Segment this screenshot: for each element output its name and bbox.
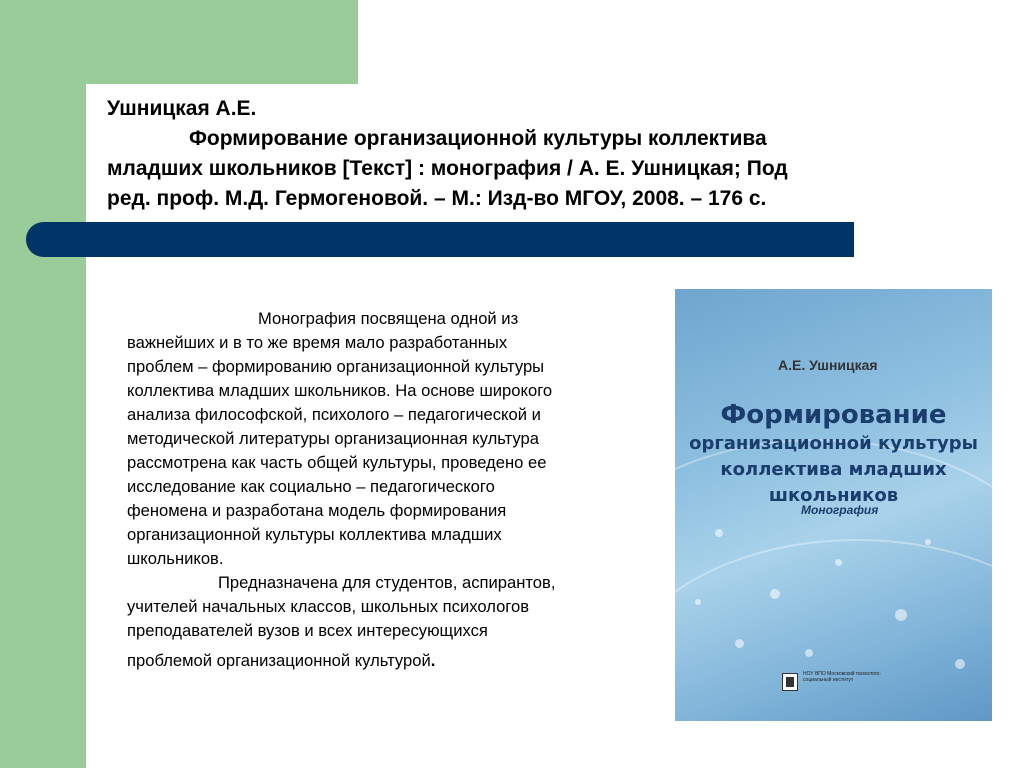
cover-author: А.Е. Ушницкая — [778, 357, 878, 373]
desc-line: проблем – формированию организационной культуры — [127, 357, 545, 376]
publisher-logo-icon — [782, 673, 798, 691]
top-green-block — [0, 0, 358, 84]
desc-line: важнейших и в то же время мало разработанных — [127, 333, 508, 352]
bibliographic-title — [107, 94, 987, 214]
cover-sparkle — [805, 649, 813, 657]
desc-line: методической литературы организационная культура — [127, 429, 539, 448]
cover-sparkle — [925, 539, 931, 545]
cover-sparkle — [955, 659, 965, 669]
desc-line: проблемой организационной культурой — [127, 651, 431, 670]
book-cover-image — [675, 289, 992, 721]
desc-line: учителей начальных классов, школьных психологов — [127, 597, 530, 616]
cover-sparkle — [695, 599, 701, 605]
title-line-2-wrap — [107, 124, 987, 154]
cover-title — [675, 399, 992, 509]
desc-line: школьников. — [127, 549, 224, 568]
desc-line: коллектива младших школьников. На основе широкого — [127, 381, 553, 400]
cover-sparkle — [735, 639, 744, 648]
title-line-3: младших школьников [Текст] : монография / А. Е. Ушницкая; Под — [107, 157, 788, 180]
cover-sparkle — [770, 589, 780, 599]
cover-title-line-3: коллектива младших школьников — [720, 459, 947, 506]
left-green-strip — [0, 0, 86, 768]
title-line-4: ред. проф. М.Д. Гермогеновой. – М.: Изд-во МГОУ, 2008. – 176 с. — [107, 187, 767, 210]
desc-line: Монография посвящена одной из — [258, 309, 519, 328]
cover-title-line-1: Формирование — [720, 400, 947, 430]
desc-line: организационной культуры коллектива младших — [127, 525, 502, 544]
description-text — [127, 307, 647, 673]
title-author: Ушницкая А.Е. — [107, 97, 257, 120]
cover-title-line-2: организационной культуры — [689, 433, 978, 454]
title-line-2: Формирование организационной культуры коллектива — [189, 127, 767, 150]
desc-line: анализа философской, психолого – педагогической и — [127, 405, 541, 424]
cover-sparkle — [895, 609, 907, 621]
desc-line: преподавателей вузов и всех интересующихся — [127, 621, 488, 640]
desc-last-line-wrap — [127, 649, 647, 673]
desc-final-period: . — [430, 651, 436, 670]
cover-sparkle — [835, 559, 842, 566]
desc-line: феномена и разработана модель формирования — [127, 501, 507, 520]
desc-line: Предназначена для студентов, аспирантов, — [218, 573, 556, 592]
desc-line: рассмотрена как часть общей культуры, проведено ее — [127, 453, 547, 472]
cover-publisher: НОУ ВПО Московский психолого-социальный институт — [803, 671, 881, 683]
desc-line: исследование как социально – педагогического — [127, 477, 495, 496]
navy-divider-bar — [26, 222, 854, 257]
cover-sparkle — [715, 529, 723, 537]
cover-genre: Монография — [801, 503, 879, 517]
cover-arc — [675, 539, 992, 721]
